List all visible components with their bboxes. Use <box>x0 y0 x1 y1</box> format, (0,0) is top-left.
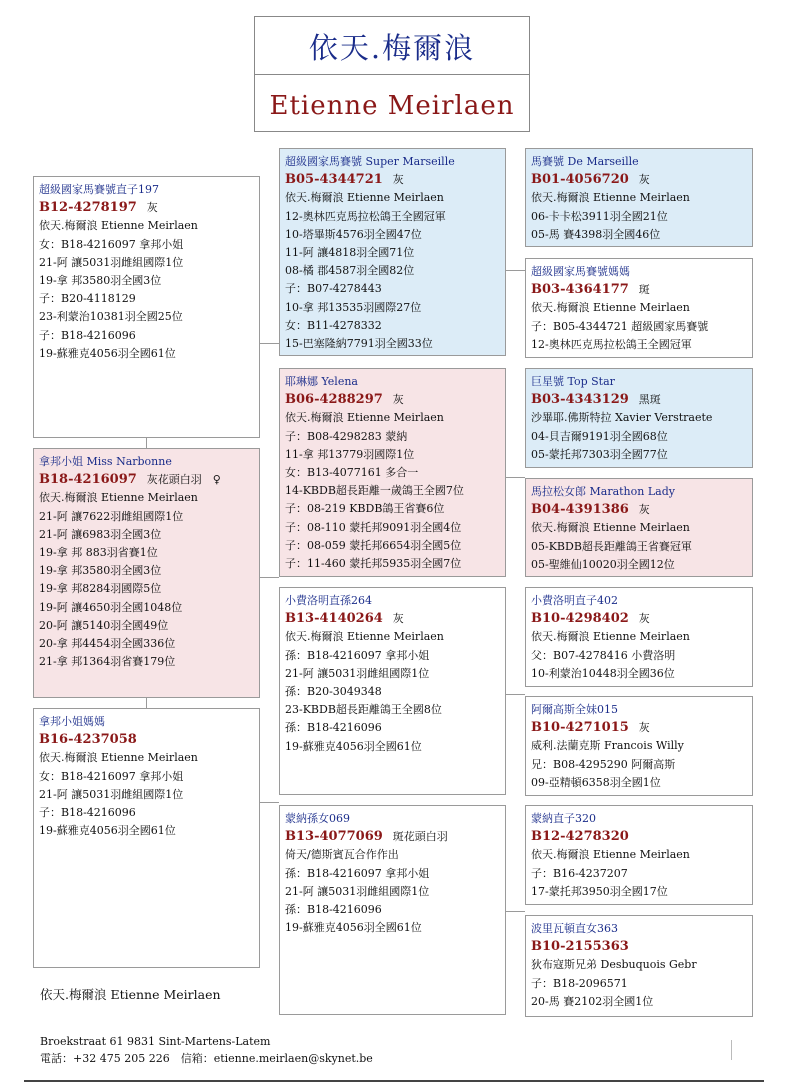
pedigree-line: 05-聖維仙10020羽全國12位 <box>531 557 675 571</box>
ring-number: B10-2155363 <box>531 939 629 955</box>
ring-number: B01-4056720 <box>531 172 629 188</box>
pedigree-line: 子：B18-2096571 <box>531 976 628 990</box>
bird-title: 小費洛明直孫264 <box>285 594 372 607</box>
ring-number-line <box>285 828 500 846</box>
feather-color: 灰花頭白羽 ♀ <box>146 473 221 487</box>
pedigree-line: 依天.梅爾浪 Etienne Meirlaen <box>39 219 198 233</box>
ring-number: B12-4278197 <box>39 200 137 216</box>
pedigree-line: 19-蘇雅克4056羽全國61位 <box>285 921 422 935</box>
pedigree-line: 21-阿 讓5031羽雌組國際1位 <box>39 787 184 801</box>
ring-number-line <box>531 281 747 299</box>
pedigree-line: 11-拿 邦13779羽國際1位 <box>285 447 415 461</box>
pedigree-box-g2 <box>525 258 753 358</box>
pedigree-line: 09-亞精頓6358羽全國1位 <box>531 775 661 789</box>
pedigree-line: 依天.梅爾浪 Etienne Meirlaen <box>39 751 198 765</box>
pedigree-line: 05-KBDB超長距離鴿王省賽冠軍 <box>531 539 692 553</box>
pedigree-line: 19-蘇雅克4056羽全國61位 <box>39 824 176 838</box>
ring-number-line <box>285 610 500 628</box>
pedigree-line: 威利.法蘭克斯 Francois Willy <box>531 739 684 753</box>
feather-color: 灰 <box>638 503 650 517</box>
pedigree-line: 孫：B18-4216097 拿邦小姐 <box>285 866 430 880</box>
breeder-name: 依天.梅爾浪 Etienne Meirlaen <box>40 987 221 1002</box>
pedigree-line: 依天.梅爾浪 Etienne Meirlaen <box>531 191 690 205</box>
feather-color: 灰 <box>638 612 650 626</box>
pedigree-box-g5 <box>525 587 753 687</box>
pedigree-line: 10-拿 邦13535羽國際27位 <box>285 300 422 314</box>
bird-title: 超級國家馬賽號媽媽 <box>531 265 630 278</box>
pedigree-line: 10-利蒙治10448羽全國36位 <box>531 666 675 680</box>
bird-title: 拿邦小姐媽媽 <box>39 715 105 728</box>
bird-title: 波里瓦頓直女363 <box>531 922 618 935</box>
ring-number-line <box>531 719 747 737</box>
pedigree-line: 孫：B20-3049348 <box>285 685 382 699</box>
pedigree-line: 依天.梅爾浪 Etienne Meirlaen <box>285 191 444 205</box>
ring-number: B12-4278320 <box>531 829 629 845</box>
bird-title: 馬拉松女郎 Marathon Lady <box>531 485 675 498</box>
pedigree-line: 子：08-059 蒙托邦6654羽全國5位 <box>285 538 462 552</box>
ring-number: B18-4216097 <box>39 472 137 488</box>
pedigree-line: 沙畢耶.佛斯特拉 Xavier Verstraete <box>531 411 713 425</box>
pedigree-line: 子：B07-4278443 <box>285 282 382 296</box>
pedigree-line: 子：B05-4344721 超級國家馬賽號 <box>531 319 709 333</box>
pedigree-line: 21-阿 讓5031羽雌組國際1位 <box>39 255 184 269</box>
connector-line <box>146 697 147 708</box>
divider <box>731 1040 732 1060</box>
ring-number-line <box>39 471 254 489</box>
pedigree-line: 05-蒙托邦7303羽全國77位 <box>531 447 668 461</box>
feather-color: 灰 <box>638 721 650 735</box>
pedigree-line: 04-貝吉爾9191羽全國68位 <box>531 429 668 443</box>
pedigree-box-g6 <box>525 696 753 796</box>
pedigree-line: 19-蘇雅克4056羽全國61位 <box>39 346 176 360</box>
pedigree-line: 12-奧林匹克馬拉松鴿王全國冠軍 <box>531 337 692 351</box>
chinese-name: 依天.梅爾浪 <box>255 17 529 75</box>
bird-title: 耶琳娜 Yelena <box>285 375 358 388</box>
pedigree-line: 08-橘 郡4587羽全國82位 <box>285 264 415 278</box>
pedigree-line: 05-馬 賽4398羽全國46位 <box>531 227 661 241</box>
connector-line <box>259 802 279 803</box>
connector-line <box>259 577 279 578</box>
pedigree-line: 子：08-219 KBDB鴿王省賽6位 <box>285 502 445 516</box>
english-name: Etienne Meirlaen <box>269 91 515 121</box>
pedigree-line: 子：B08-4298283 蒙納 <box>285 429 408 443</box>
pedigree-line: 21-阿 讓5031羽雌組國際1位 <box>285 666 430 680</box>
bottom-rule <box>24 1080 764 1082</box>
pedigree-line: 依天.梅爾浪 Etienne Meirlaen <box>531 848 690 862</box>
pedigree-line: 子：B16-4237207 <box>531 866 628 880</box>
pedigree-line: 孫：B18-4216096 <box>285 721 382 735</box>
contact-line: 電話：+32 475 205 226 信箱：etienne.meirlaen@skynet.be <box>40 1052 373 1065</box>
ring-number: B06-4288297 <box>285 392 383 408</box>
pedigree-line: 子：11-460 蒙托邦5935羽全國7位 <box>285 557 462 571</box>
pedigree-line: 女：B18-4216097 拿邦小姐 <box>39 237 184 251</box>
pedigree-box-g8 <box>525 915 753 1017</box>
pedigree-line: 20-阿 讓5140羽全國49位 <box>39 618 169 632</box>
pedigree-line: 依天.梅爾浪 Etienne Meirlaen <box>531 630 690 644</box>
contact-block <box>40 1033 373 1067</box>
pedigree-line: 12-奧林匹克馬拉松鴿王全國冠軍 <box>285 209 446 223</box>
pedigree-line: 子：B18-4216096 <box>39 806 136 820</box>
pedigree-box-b1 <box>33 176 260 438</box>
feather-color: 斑 <box>638 283 650 297</box>
feather-color: 灰 <box>392 612 404 626</box>
ring-number-line <box>531 828 747 846</box>
bird-title: 蒙納孫女069 <box>285 812 350 825</box>
ring-number: B03-4364177 <box>531 282 629 298</box>
pedigree-line: 女：B18-4216097 拿邦小姐 <box>39 769 184 783</box>
pedigree-line: 19-拿 邦8284羽國際5位 <box>39 582 162 596</box>
ring-number-line <box>531 610 747 628</box>
ring-number-line <box>285 171 500 189</box>
ring-number: B03-4343129 <box>531 392 629 408</box>
pedigree-box-g7 <box>525 805 753 905</box>
pedigree-line: 06-卡卡松3911羽全國21位 <box>531 209 668 223</box>
pedigree-box-dam <box>279 368 506 577</box>
connector-line <box>259 343 279 344</box>
pedigree-line: 依天.梅爾浪 Etienne Meirlaen <box>39 491 198 505</box>
pedigree-line: 21-阿 讓6983羽全國3位 <box>39 527 162 541</box>
pedigree-line: 19-蘇雅克4056羽全國61位 <box>285 739 422 753</box>
pedigree-line: 21-阿 讓5031羽雌組國際1位 <box>285 884 430 898</box>
ring-number: B10-4298402 <box>531 611 629 627</box>
ring-number: B16-4237058 <box>39 732 137 748</box>
bird-title: 阿爾高斯全妹015 <box>531 703 618 716</box>
pedigree-line: 10-塔畢斯4576羽全國47位 <box>285 227 422 241</box>
pedigree-line: 23-利蒙治10381羽全國25位 <box>39 310 183 324</box>
pedigree-line: 孫：B18-4216096 <box>285 903 382 917</box>
bird-title: 超級國家馬賽號直子197 <box>39 183 159 196</box>
ring-number: B04-4391386 <box>531 502 629 518</box>
pedigree-line: 狄布寇斯兄弟 Desbuquois Gebr <box>531 958 697 972</box>
connector-line <box>505 477 525 478</box>
pedigree-line: 19-拿 邦 883羽省賽1位 <box>39 546 158 560</box>
ring-number-line <box>531 501 747 519</box>
ring-number-line <box>39 731 254 749</box>
pedigree-line: 17-蒙托邦3950羽全國17位 <box>531 884 668 898</box>
ring-number: B05-4344721 <box>285 172 383 188</box>
header-box <box>254 16 530 132</box>
pedigree-line: 19-拿 邦3580羽全國3位 <box>39 274 162 288</box>
pedigree-line: 依天.梅爾浪 Etienne Meirlaen <box>531 521 690 535</box>
pedigree-line: 20-馬 賽2102羽全國1位 <box>531 994 654 1008</box>
feather-color: 黑斑 <box>638 393 661 407</box>
ring-number-line <box>39 199 254 217</box>
pedigree-box-g3 <box>525 368 753 468</box>
pedigree-line: 依天.梅爾浪 Etienne Meirlaen <box>285 630 444 644</box>
feather-color: 灰 <box>146 201 158 215</box>
ring-number-line <box>531 938 747 956</box>
pedigree-line: 子：B18-4216096 <box>39 328 136 342</box>
pedigree-line: 兄：B08-4295290 阿爾高斯 <box>531 757 676 771</box>
feather-color: 灰 <box>392 393 404 407</box>
pedigree-line: 11-阿 讓4818羽全國71位 <box>285 246 415 260</box>
ring-number: B13-4077069 <box>285 829 383 845</box>
pedigree-line: 父：B07-4278416 小費洛明 <box>531 648 676 662</box>
pedigree-box-b3 <box>33 708 260 968</box>
pedigree-line: 21-阿 讓7622羽雌組國際1位 <box>39 509 184 523</box>
pedigree-line: 15-巴塞隆納7791羽全國33位 <box>285 337 433 351</box>
feather-color: 灰 <box>392 173 404 187</box>
ring-number-line <box>285 391 500 409</box>
pedigree-line: 依天.梅爾浪 Etienne Meirlaen <box>531 301 690 315</box>
pedigree-box-g1 <box>525 148 753 247</box>
bird-title: 馬賽號 De Marseille <box>531 155 639 168</box>
bird-title: 小費洛明直子402 <box>531 594 618 607</box>
ring-number-line <box>531 171 747 189</box>
bird-title: 巨星號 Top Star <box>531 375 615 388</box>
connector-line <box>505 694 525 695</box>
pedigree-line: 19-阿 讓4650羽全國1048位 <box>39 600 183 614</box>
pedigree-box-sire <box>279 148 506 356</box>
pedigree-line: 20-拿 邦4454羽全國336位 <box>39 637 176 651</box>
pedigree-box-b2 <box>33 448 260 698</box>
connector-line <box>505 911 525 912</box>
pedigree-box-b5 <box>279 805 506 1015</box>
pedigree-line: 21-拿 邦1364羽省賽179位 <box>39 655 176 669</box>
bird-title: 拿邦小姐 Miss Narbonne <box>39 455 172 468</box>
pedigree-line: 子：08-110 蒙托邦9091羽全國4位 <box>285 520 462 534</box>
pedigree-line: 14-KBDB超長距離一歲鴿王全國7位 <box>285 484 464 498</box>
connector-line <box>505 270 525 271</box>
feather-color: 灰 <box>638 173 650 187</box>
ring-number: B13-4140264 <box>285 611 383 627</box>
pedigree-line: 倚天/德斯賓瓦合作作出 <box>285 848 399 862</box>
address-line: Broekstraat 61 9831 Sint-Martens-Latem <box>40 1035 271 1048</box>
bird-title: 蒙納直子320 <box>531 812 596 825</box>
pedigree-line: 女：B13-4077161 多合一 <box>285 466 419 480</box>
pedigree-line: 23-KBDB超長距離鴿王全國8位 <box>285 703 442 717</box>
ring-number-line <box>531 391 747 409</box>
pedigree-line: 子：B20-4118129 <box>39 292 136 306</box>
pedigree-line: 女：B11-4278332 <box>285 318 382 332</box>
connector-line <box>146 437 147 448</box>
pedigree-line: 孫：B18-4216097 拿邦小姐 <box>285 648 430 662</box>
pedigree-line: 依天.梅爾浪 Etienne Meirlaen <box>285 411 444 425</box>
pedigree-box-g4 <box>525 478 753 577</box>
pedigree-line: 19-拿 邦3580羽全國3位 <box>39 564 162 578</box>
pedigree-box-b4 <box>279 587 506 795</box>
feather-color: 斑花頭白羽 <box>392 830 448 844</box>
bird-title: 超級國家馬賽號 Super Marseille <box>285 155 455 168</box>
ring-number: B10-4271015 <box>531 720 629 736</box>
